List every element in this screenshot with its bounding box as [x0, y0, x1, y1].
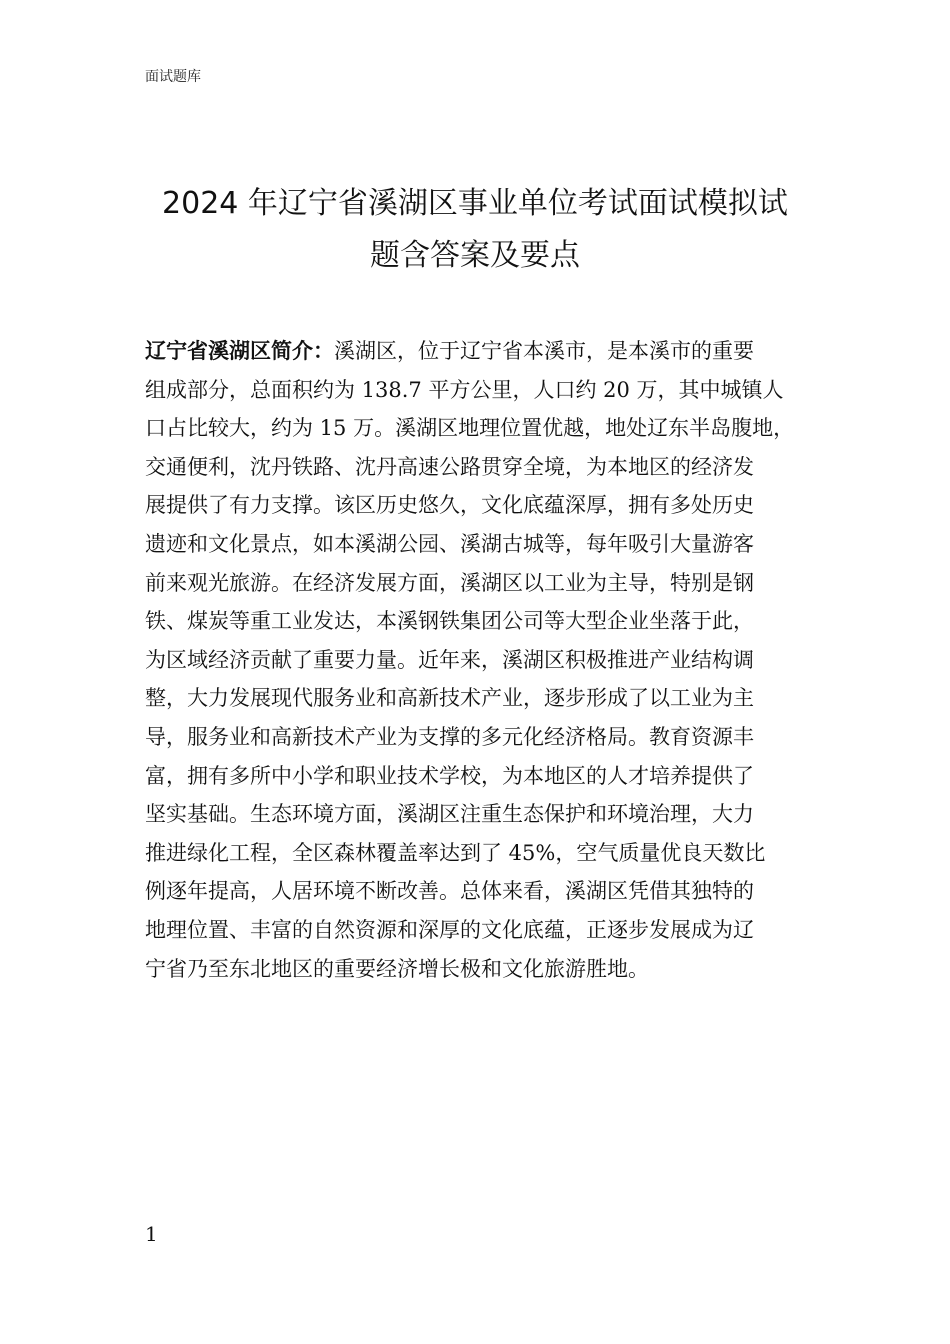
intro-line: 宁省乃至东北地区的重要经济增长极和文化旅游胜地。: [145, 956, 649, 981]
intro-line: 铁、煤炭等重工业发达，本溪钢铁集团公司等大型企业坐落于此，: [145, 609, 754, 634]
intro-line: 推进绿化工程，全区森林覆盖率达到了 45%，空气质量优良天数比: [145, 840, 766, 865]
running-header: 面试题库: [145, 69, 201, 85]
intro-line: 展提供了有力支撑。该区历史悠久，文化底蕴深厚，拥有多处历史: [145, 493, 754, 518]
intro-line: 前来观光旅游。在经济发展方面，溪湖区以工业为主导，特别是钢: [145, 570, 754, 595]
intro-line: 口占比较大，约为 15 万。溪湖区地理位置优越，地处辽东半岛腹地，: [145, 416, 795, 441]
title-line-1: 2024 年辽宁省溪湖区事业单位考试面试模拟试: [162, 186, 788, 221]
intro-line: 为区域经济贡献了重要力量。近年来，溪湖区积极推进产业结构调: [145, 647, 754, 672]
page-number: 1: [145, 1222, 158, 1246]
title-line-2: 题含答案及要点: [370, 238, 580, 273]
document-title: [120, 178, 830, 282]
intro-line: 组成部分，总面积约为 138.7 平方公里，人口约 20 万，其中城镇人: [145, 377, 784, 402]
intro-line: 例逐年提高，人居环境不断改善。总体来看，溪湖区凭借其独特的: [145, 879, 754, 904]
intro-line: 交通便利，沈丹铁路、沈丹高速公路贯穿全境，为本地区的经济发: [145, 454, 754, 479]
intro-line-1: [145, 332, 825, 371]
intro-line: 整，大力发展现代服务业和高新技术产业，逐步形成了以工业为主: [145, 686, 754, 711]
intro-line-1-text: 溪湖区，位于辽宁省本溪市，是本溪市的重要: [334, 339, 754, 363]
intro-line: 富，拥有多所中小学和职业技术学校，为本地区的人才培养提供了: [145, 763, 754, 788]
intro-lead: 辽宁省溪湖区简介：: [145, 339, 334, 363]
intro-line: 坚实基础。生态环境方面，溪湖区注重生态保护和环境治理，大力: [145, 802, 754, 827]
intro-line: 地理位置、丰富的自然资源和深厚的文化底蕴，正逐步发展成为辽: [145, 917, 754, 942]
intro-line: 导，服务业和高新技术产业为支撑的多元化经济格局。教育资源丰: [145, 724, 754, 749]
intro-paragraph: [145, 332, 825, 988]
intro-line: 遗迹和文化景点，如本溪湖公园、溪湖古城等，每年吸引大量游客: [145, 531, 754, 556]
